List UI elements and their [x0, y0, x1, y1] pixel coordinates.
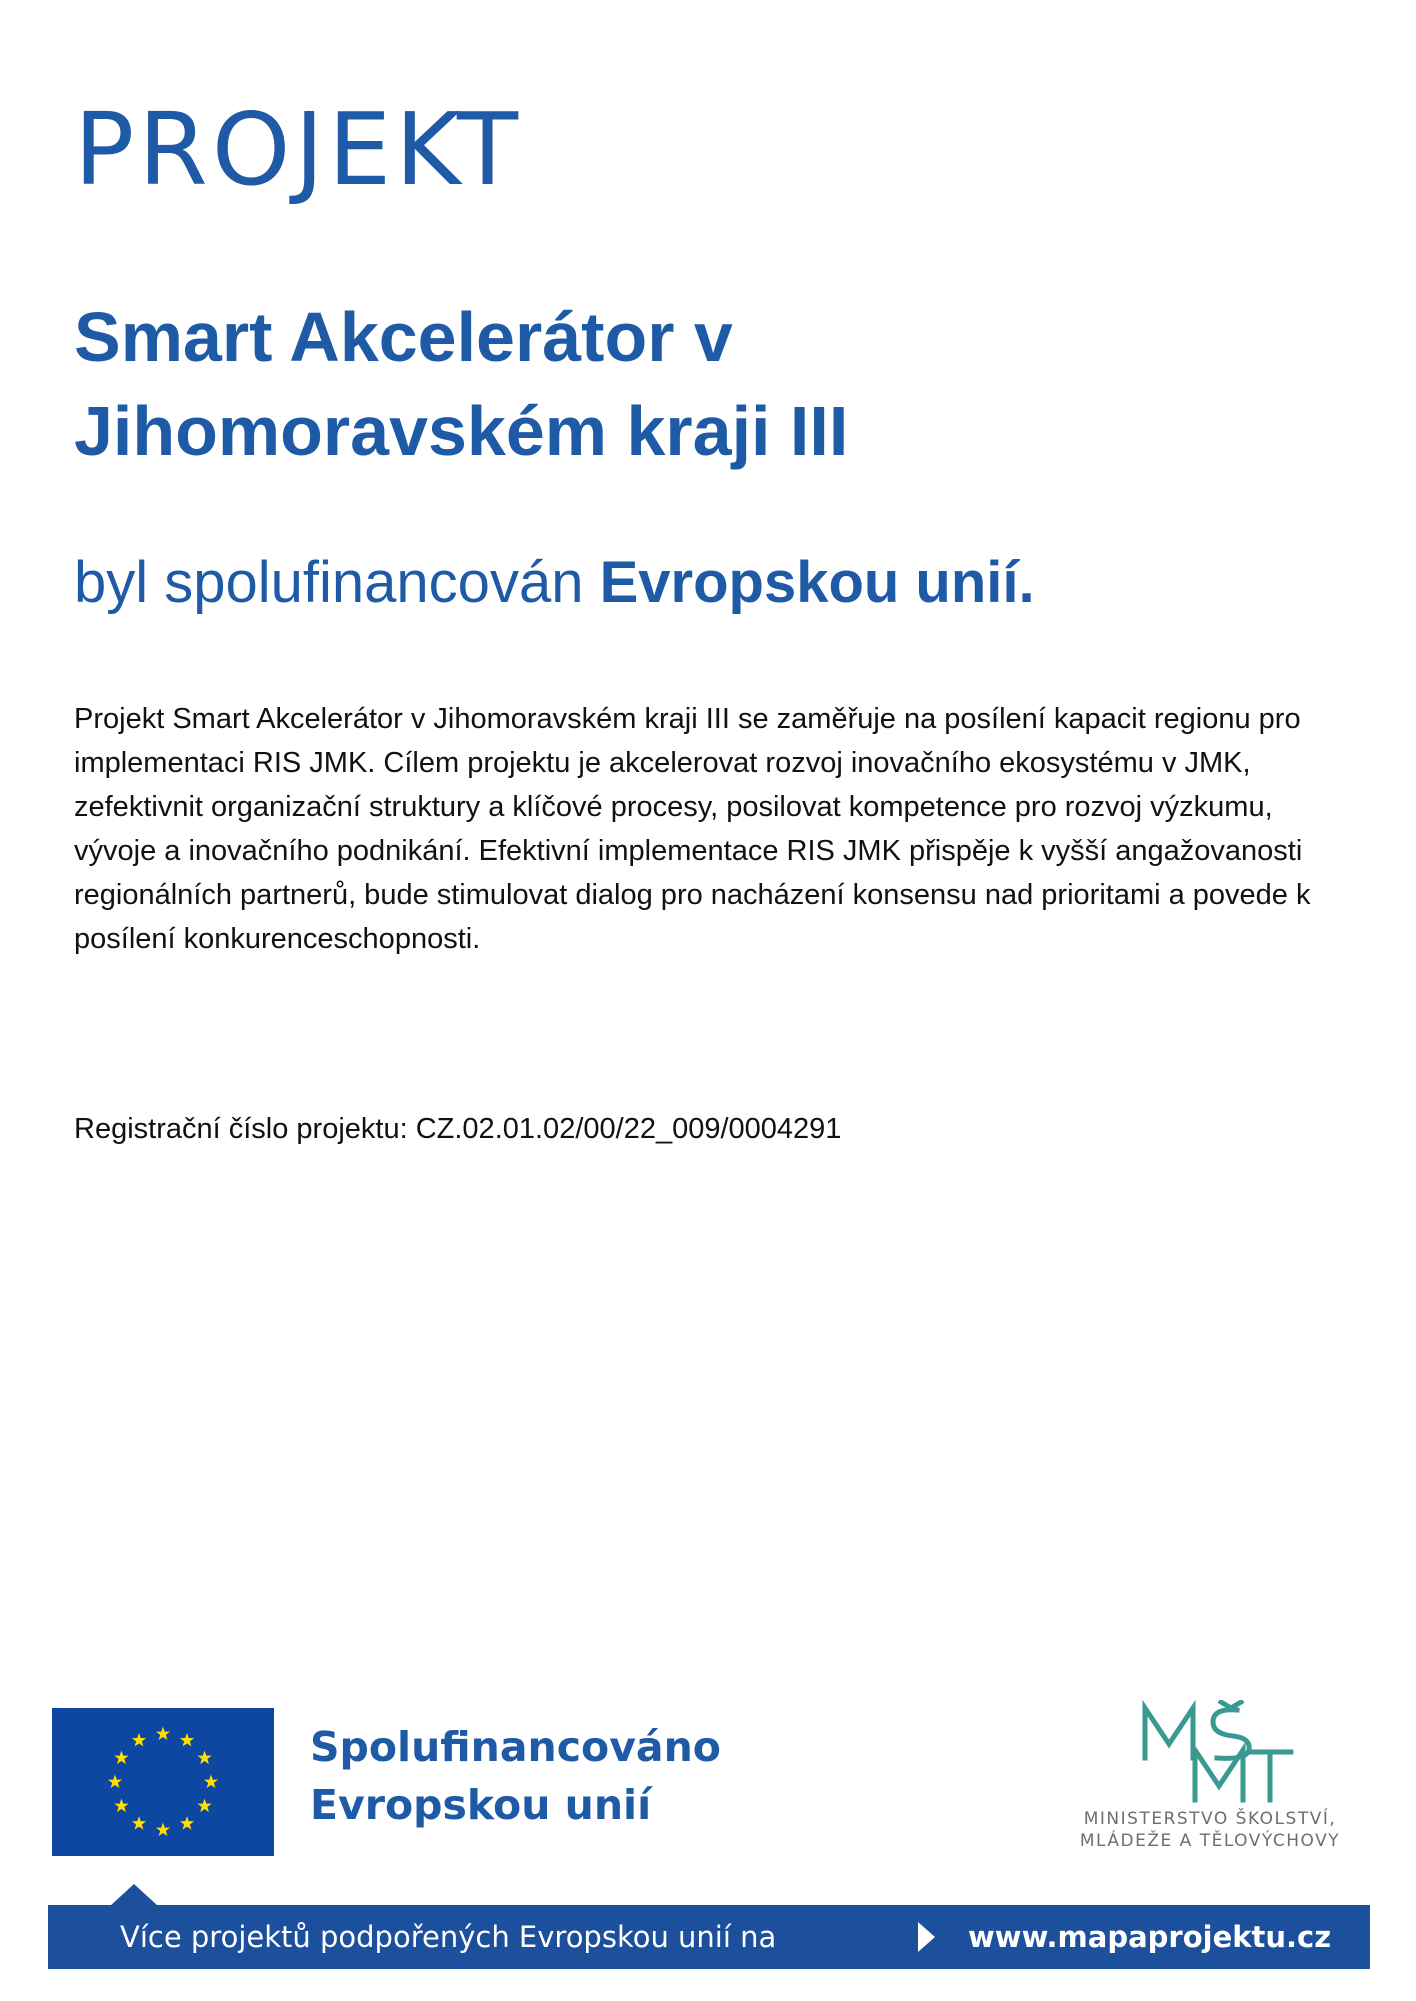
registration-number — [74, 1107, 841, 1151]
ministry-name-line-1: MINISTERSTVO ŠKOLSTVÍ, — [1083, 1809, 1337, 1829]
ministry-name-line-2: MLÁDEŽE A TĚLOVÝCHOVY — [1079, 1831, 1341, 1851]
project-description: Projekt Smart Akcelerátor v Jihomoravském kraji III se zaměřuje na posílení kapacit regionu pro implementaci RIS JMK. Cílem projektu je akcelerovat rozvoj inovačního ekosystému v JMK, zefektivnit organizační struktury a klíčové procesy, posilovat kompetence pro rozvoj výzkumu, vývoje a inovačního podnikání. Efektivní implementace RIS JMK přispěje k vyšší angažovanosti regionálních partnerů, bude stimulovat dialog pro nacházení konsensu nad prioritami a povede k posílení konkurenceschopnosti. — [74, 703, 1311, 955]
project-title-line-2: Jihomoravském kraji III — [74, 392, 849, 470]
msmt-mark-icon — [1135, 1700, 1295, 1805]
eu-logo-line-2: Evropskou unií — [310, 1781, 652, 1829]
registration-label: Registrační číslo projektu: — [74, 1113, 408, 1145]
cofinanced-statement — [74, 548, 1035, 618]
ministry-logo — [1040, 1700, 1380, 1860]
footer-link[interactable]: www.mapaprojektu.cz — [968, 1920, 1332, 1954]
eu-star-icon — [204, 1775, 218, 1789]
footer-bar-notch — [110, 1884, 158, 1906]
footer-bar — [48, 1905, 1370, 1969]
eu-star-icon — [108, 1775, 122, 1789]
footer-text: Více projektů podpořených Evropskou unií na — [120, 1920, 777, 1954]
ministry-name — [1040, 1808, 1380, 1852]
page-heading: PROJEKT — [74, 91, 523, 208]
eu-star-icon — [197, 1751, 211, 1765]
eu-cofinanced-logo — [310, 1718, 721, 1834]
arrow-right-icon — [918, 1922, 935, 1952]
eu-star-icon — [132, 1733, 146, 1747]
cofinanced-emphasis: Evropskou unií. — [599, 550, 1035, 615]
eu-star-icon — [197, 1799, 211, 1813]
eu-star-icon — [180, 1816, 194, 1830]
project-title-line-1: Smart Akcelerátor v — [74, 298, 733, 376]
eu-flag-icon — [52, 1708, 274, 1856]
eu-star-icon — [132, 1816, 146, 1830]
eu-star-icon — [114, 1751, 128, 1765]
eu-star-icon — [156, 1823, 170, 1837]
eu-logo-line-1: Spolufinancováno — [310, 1723, 721, 1771]
cofinanced-prefix: byl spolufinancován — [74, 550, 600, 615]
eu-star-icon — [114, 1799, 128, 1813]
eu-star-icon — [156, 1727, 170, 1741]
eu-star-icon — [180, 1733, 194, 1747]
registration-value: CZ.02.01.02/00/22_009/0004291 — [415, 1113, 842, 1145]
project-title — [74, 290, 1334, 478]
